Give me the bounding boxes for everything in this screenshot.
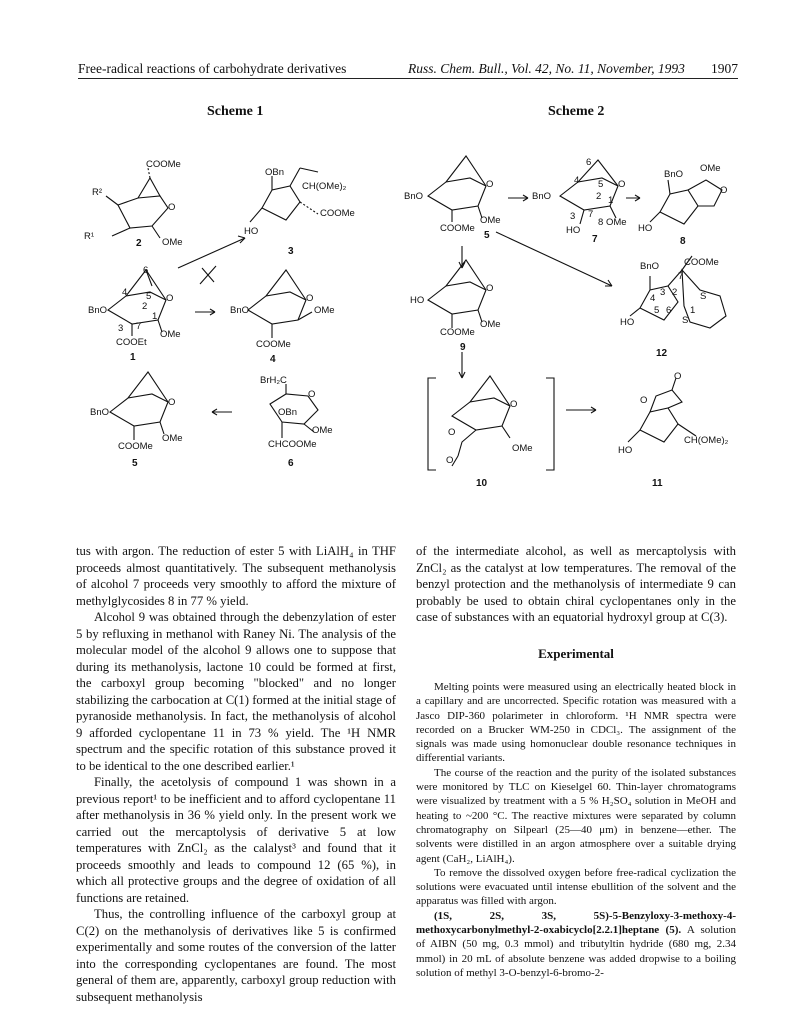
label-c12-6: 6 — [666, 305, 672, 316]
label-c4-bno: BnO — [230, 305, 250, 316]
scheme-2-title: Scheme 2 — [548, 104, 605, 119]
label-c12-1: 1 — [690, 305, 696, 316]
label-c7-ome: OMe — [606, 217, 627, 228]
compound-5-number-s2: 5 — [484, 230, 490, 241]
compound-4-number: 4 — [270, 354, 276, 365]
compound-10-number: 10 — [476, 478, 488, 489]
label-c12-coome: COOMe — [684, 257, 719, 268]
label-c3-coome: COOMe — [320, 208, 355, 219]
label-c7-5: 5 — [598, 179, 604, 190]
left-paragraph-3: Finally, the acetolysis of compound 1 was shown in a previous report¹ to be inefficient and to afford cyclopentane 11 after methanolysis in 36 % yield only. In the present work we carried out the mercaptolysis of derivative 5 at low temperatures with ZnCl₂ as the calalyst³ and found that it proceeds smoothly and leads to compound 12 (65 %), in which all protective groups and the degree of oxidation of all functions are retained. — [76, 775, 396, 905]
label-s2-c5-o: O — [486, 179, 494, 190]
label-c1-cooet: COOEt — [116, 337, 147, 348]
label-c2-ome: OMe — [162, 237, 183, 248]
left-paragraph-4: Thus, the controlling influence of the carboxyl group at C(2) on the methanolysis of derivatives like 5 is confirmed experimentally and some routes of the conversion of the latter into the corresponding cyclopentanes are found. The most general of them are, apparently, carboxyl group reduction with subsequent methanolysis — [76, 907, 396, 1004]
compound-1-number: 1 — [130, 352, 136, 363]
label-c7-bno: BnO — [532, 191, 552, 202]
label-c8-ome: OMe — [700, 163, 721, 174]
experimental-paragraph-2: The course of the reaction and the purity of the isolated substances were monitored by TLC on Kieselgel 60. Thin-layer chromatograms were visualized by treatment with a 5 % H₂SO₄ solution in MeOH and heating to ~200 °C. The reactive mixtures were separated by column chromatography on Silpearl (25—40 μm) in benzene—ether. The solvents were distilled in an argon atmosphere over a suitable drying agent (CaH₂, LiAlH₄). — [416, 766, 736, 865]
label-s1-c5-coome: COOMe — [118, 441, 153, 452]
label-c9-coome: COOMe — [440, 327, 475, 338]
left-column — [76, 543, 396, 1005]
compound-6-number: 6 — [288, 458, 294, 469]
label-c6-ch: CHCOOMe — [268, 439, 317, 450]
left-paragraph-2: Alcohol 9 was obtained through the debenzylation of ester 5 by refluxing in methanol with Raney Ni. The analysis of the molecular model of the alcohol 9 allows one to suppose that during its methanolysis, lactone 10 could be formed at first, the carboxyl group becoming "blocked" and no longer stabilizing the carbocation at C(1) formed at the initial stage of pyranoside methanolysis. In fact, the methanolysis of alcohol 9 afforded cyclopentane 11 in 73 % yield. The ¹H NMR spectrum and the specific rotation of this substance proved it to be identical to the one described earlier.¹ — [76, 610, 396, 773]
label-c4-coome: COOMe — [256, 339, 291, 350]
right-paragraph-intro: of the intermediate alcohol, as well as mercaptolysis with ZnCl₂ as the catalyst at low temperatures. The removal of the benzyl protection and the methanolysis of intermediate 9 can probably be used to obtain chiral cyclopentanes only in the case of substances with an equatorial hydroxyl group at C(3). — [416, 544, 736, 624]
label-c1-1: 1 — [152, 311, 158, 322]
label-c6-o: O — [308, 389, 316, 400]
label-c11-o1: O — [674, 371, 682, 382]
label-c12-7: 7 — [678, 271, 684, 282]
label-c4-o: O — [306, 293, 314, 304]
label-c12-s2: S — [682, 315, 689, 326]
label-c6-ome: OMe — [312, 425, 333, 436]
experimental-text — [416, 680, 736, 980]
label-c3-ho: HO — [244, 226, 259, 237]
compound-12-number: 12 — [656, 348, 668, 359]
label-c12-4: 4 — [650, 293, 656, 304]
label-c12-bno: BnO — [640, 261, 660, 272]
header-title: Free-radical reactions of carbohydrate derivatives — [78, 61, 347, 76]
label-c7-2: 2 — [596, 191, 602, 202]
label-c10-o2: O — [448, 427, 456, 438]
label-c10-o3: O — [446, 455, 454, 466]
label-c1-2: 2 — [142, 301, 148, 312]
label-c1-7: 7 — [136, 321, 142, 332]
compound-8-number: 8 — [680, 236, 686, 247]
label-c2-coome: COOMe — [146, 159, 181, 170]
label-c9-o: O — [486, 283, 494, 294]
label-c2-o: O — [168, 202, 176, 213]
compound-5-number-s1: 5 — [132, 458, 138, 469]
compound-11-number: 11 — [652, 478, 663, 489]
label-c6-obn: OBn — [278, 407, 298, 418]
label-c3-ch: CH(OMe)₂ — [302, 181, 347, 192]
label-c1-4: 4 — [122, 287, 128, 298]
label-c7-4: 4 — [574, 175, 580, 186]
label-s1-c5-bno: BnO — [90, 407, 110, 418]
experimental-paragraph-3: To remove the dissolved oxygen before free-radical cyclization the solutions were evacuated until intense ebullition of the solvent and the apparatus was filled with argon. — [416, 866, 736, 908]
label-c7-ho: HO — [566, 225, 581, 236]
compound-5-title: (1S, 2S, 3S, 5S)-5-Benzyloxy-3-methoxy-4-methoxycarbonylmethyl-2-oxabicyclo[2.2.1]heptane (5). — [416, 909, 736, 937]
compound-5-procedure-text: A solution of AIBN (50 mg, 0.3 mmol) and tributyltin hydride (680 mg, 2.34 mmol) in 20 mL of absolute benzene was added dropwise to a boiling solution of methyl 3-O-benzyl-6-bromo-2- — [416, 924, 736, 979]
label-s1-c5-ome: OMe — [162, 433, 183, 444]
label-s2-c5-bno: BnO — [404, 191, 424, 202]
label-c7-3: 3 — [570, 211, 576, 222]
label-c1-6: 6 — [143, 265, 149, 276]
journal-citation: Russ. Chem. Bull., Vol. 42, No. 11, November, 1993 — [408, 61, 685, 76]
label-c1-o: O — [166, 293, 174, 304]
label-c10-o1: O — [510, 399, 518, 410]
label-c8-ho: HO — [638, 223, 653, 234]
label-c11-o2: O — [640, 395, 648, 406]
label-c7-o: O — [618, 179, 626, 190]
label-c1-bno: BnO — [88, 305, 108, 316]
label-c7-8: 8 — [598, 217, 604, 228]
label-c9-ho: HO — [410, 295, 425, 306]
right-column — [416, 543, 736, 980]
label-c7-1: 1 — [608, 195, 614, 206]
page-number: 1907 — [711, 61, 738, 76]
label-c11-ho: HO — [618, 445, 633, 456]
compound-5-procedure — [416, 909, 736, 980]
label-c12-s1: S — [700, 291, 707, 302]
compound-3-number: 3 — [288, 246, 294, 257]
label-c12-3: 3 — [660, 287, 666, 298]
label-c1-ome: OMe — [160, 329, 181, 340]
label-c2-r1: R¹ — [84, 231, 95, 242]
scheme-1-title: Scheme 1 — [207, 104, 264, 119]
label-c9-ome: OMe — [480, 319, 501, 330]
label-c10-ome: OMe — [512, 443, 533, 454]
label-s2-c5-coome: COOMe — [440, 223, 475, 234]
label-c8-o: O — [720, 185, 728, 196]
label-c4-ome: OMe — [314, 305, 335, 316]
label-c2-r2: R² — [92, 187, 103, 198]
label-s2-c5-ome: OMe — [480, 215, 501, 226]
compound-7-number: 7 — [592, 234, 598, 245]
label-c1-5: 5 — [146, 291, 152, 302]
label-c7-6: 6 — [586, 157, 592, 168]
label-c12-2: 2 — [672, 287, 678, 298]
compound-2-number: 2 — [136, 238, 142, 249]
label-c1-3: 3 — [118, 323, 124, 334]
experimental-paragraph-1: Melting points were measured using an electrically heated block in a capillary and are uncorrected. Specific rotation was measured with a Jasco DIP-360 polarimeter in chloroform. ¹H NMR spectra were recorded on a Brucker WM-250 in CDCl₃. The assignment of the signals was made using homonuclear double resonance techniques in differential variants. — [416, 681, 736, 765]
section-heading-experimental: Experimental — [538, 645, 614, 661]
label-c11-ch: CH(OMe)₂ — [684, 435, 729, 446]
compound-9-number: 9 — [460, 342, 466, 353]
label-c8-bno: BnO — [664, 169, 684, 180]
left-paragraph-1: tus with argon. The reduction of ester 5 with LiAlH₄ in THF proceeds almost quantitatively. The subsequent methanolysis of alcohol 7 proceeds very smoothly to afford the mixture of methylglycosides 8 in 77 % yield. — [76, 544, 396, 608]
label-c7-7: 7 — [588, 209, 594, 220]
label-c6-brh2c: BrH₂C — [260, 375, 287, 386]
label-c12-ho: HO — [620, 317, 635, 328]
label-c3-obn: OBn — [265, 167, 285, 178]
label-s1-c5-o: O — [168, 397, 176, 408]
label-c12-5: 5 — [654, 305, 660, 316]
